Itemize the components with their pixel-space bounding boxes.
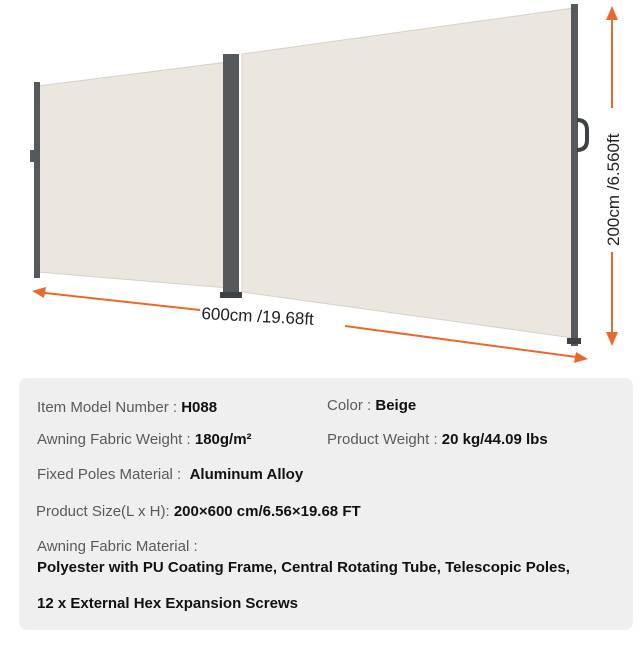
product-size-label: Product Size(L x H): [36,503,174,520]
right-end-foot [567,338,581,344]
product-size-value: 200×600 cm/6.56×19.68 FT [173,503,361,520]
height-arrowhead-top [606,6,618,20]
height-arrowhead-bottom [606,332,618,346]
product-size-row [36,503,361,520]
central-tube [223,54,239,298]
left-end-pole [34,82,40,278]
poles-material-label: Fixed Poles Material : [37,466,186,483]
color-value: Beige [375,397,417,414]
right-fabric-panel [242,8,574,338]
fabric-material-label: Awning Fabric Material : [37,538,198,555]
central-tube-foot [220,292,242,298]
right-handle [577,120,587,150]
height-dimension-label: 200cm /6.560ft [604,133,623,246]
poles-material-value: Aluminum Alloy [189,466,304,483]
fabric-material-line2: 12 x External Hex Expansion Screws [37,595,298,612]
right-end-pole [571,4,578,346]
fabric-material-line1: Polyester with PU Coating Frame, Central Rotating Tube, Telescopic Poles, [37,559,570,576]
width-arrowhead-left [32,287,46,298]
left-fabric-panel [38,62,228,288]
fabric-weight-value: 180g/m² [194,431,252,448]
left-end-handle [30,150,38,162]
model-number-value: H088 [181,399,218,416]
width-arrowhead-right [574,352,588,363]
specifications-panel [19,378,633,630]
fabric-weight-label: Awning Fabric Weight : [37,431,195,448]
product-weight-label: Product Weight : [327,431,442,448]
color-row [327,397,416,414]
color-label: Color : [327,397,376,414]
model-number-label: Item Model Number : [37,399,182,416]
width-dimension-label: 600cm /19.68ft [201,304,315,329]
fabric-weight-row [37,431,252,448]
model-number-row [37,399,217,416]
product-weight-row [327,431,548,448]
width-arrow-left [36,292,200,310]
poles-material-row [37,466,303,483]
product-weight-value: 20 kg/44.09 lbs [441,431,548,448]
